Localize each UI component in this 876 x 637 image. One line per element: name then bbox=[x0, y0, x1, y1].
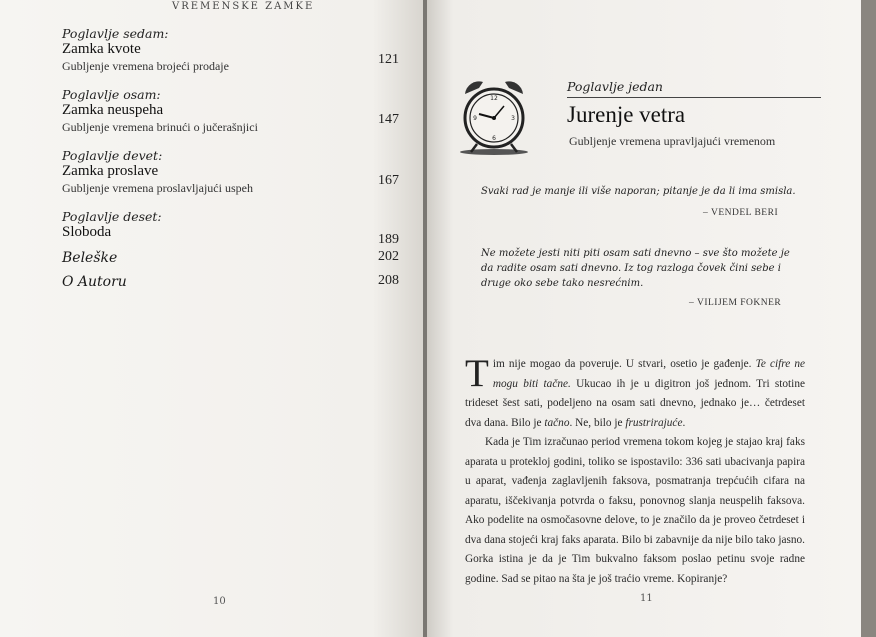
right-page bbox=[427, 0, 861, 637]
toc-entry-author bbox=[62, 271, 407, 295]
toc-entry bbox=[62, 209, 407, 247]
text-run: . bbox=[682, 416, 686, 429]
svg-text:6: 6 bbox=[492, 135, 496, 142]
toc-chapter-title: Zamka kvote bbox=[62, 41, 141, 57]
text-run-italic: frustrirajuće bbox=[625, 416, 683, 429]
epigraph-line: da radite osam sati dnevno. Iz tog razloga čovek čini sebe i bbox=[481, 263, 781, 274]
text-run-italic: Te cifre ne mogu biti tačne. bbox=[492, 358, 805, 390]
toc-chapter-subtitle: Gubljenje vremena brojeći prodaje bbox=[62, 59, 229, 73]
chapter-heading bbox=[455, 70, 835, 160]
toc-chapter-kicker: Poglavlje devet: bbox=[62, 148, 163, 163]
toc-page-number: 189 bbox=[378, 232, 399, 247]
toc-entry-notes bbox=[62, 247, 407, 271]
toc-page-number: 121 bbox=[378, 52, 399, 67]
toc-chapter-kicker: Poglavlje deset: bbox=[62, 209, 162, 224]
running-head: VREMENSKE ZAMKE bbox=[172, 1, 315, 12]
toc-chapter-subtitle: Gubljenje vremena proslavljajući uspeh bbox=[62, 181, 253, 195]
heading-rule bbox=[567, 97, 821, 98]
toc-chapter-title: Zamka proslave bbox=[62, 163, 159, 179]
toc-notes-label: Beleške bbox=[62, 250, 118, 266]
alarm-clock-icon bbox=[455, 74, 533, 156]
table-of-contents bbox=[62, 26, 407, 295]
svg-text:12: 12 bbox=[490, 95, 498, 102]
chapter-kicker: Poglavlje jedan bbox=[567, 79, 663, 94]
toc-chapter-title: Sloboda bbox=[62, 224, 112, 240]
epigraph-author: – VILIJEM FOKNER bbox=[689, 298, 782, 308]
svg-text:9: 9 bbox=[473, 115, 477, 122]
chapter-subtitle: Gubljenje vremena upravljajući vremenom bbox=[569, 134, 776, 148]
toc-page-number: 167 bbox=[378, 173, 399, 188]
text-run: Ukucao ih je u digitron još jednom. Tri stotine trideset šest sati, podeljeno na osam sati dnevno, jednako je… četrdeset dva dana. Bilo je bbox=[465, 377, 805, 429]
toc-page-number: 202 bbox=[378, 249, 399, 264]
toc-page-number: 208 bbox=[378, 273, 399, 288]
page-number: 10 bbox=[213, 596, 226, 607]
epigraph-line: druge oko sebe tako nesrećnim. bbox=[481, 278, 644, 289]
chapter-body bbox=[465, 352, 805, 589]
toc-entry bbox=[62, 87, 407, 135]
page-number: 11 bbox=[640, 593, 653, 604]
drop-cap: T bbox=[465, 352, 489, 395]
toc-entry bbox=[62, 148, 407, 196]
chapter-title: Jurenje vetra bbox=[567, 102, 686, 127]
toc-chapter-kicker: Poglavlje sedam: bbox=[62, 26, 169, 41]
epigraph-line: Ne možete jesti niti piti osam sati dnevno – sve što možete je bbox=[481, 248, 790, 259]
toc-author-label: O Autoru bbox=[62, 274, 127, 290]
toc-page-number: 147 bbox=[378, 112, 399, 127]
paragraph bbox=[465, 352, 805, 433]
toc-chapter-kicker: Poglavlje osam: bbox=[62, 87, 161, 102]
epigraph-quote bbox=[481, 246, 816, 291]
toc-chapter-title: Zamka neuspeha bbox=[62, 102, 164, 118]
text-run: . Ne, bilo je bbox=[569, 416, 626, 429]
book-edge bbox=[861, 0, 876, 637]
svg-text:3: 3 bbox=[511, 115, 515, 122]
epigraph-quote: Svaki rad je manje ili više naporan; pitanje je da li ima smisla. bbox=[481, 186, 796, 197]
toc-chapter-subtitle: Gubljenje vremena brinući o jučerašnjici bbox=[62, 120, 258, 134]
text-run: im nije mogao da poveruje. U stvari, osetio je gađenje. bbox=[492, 358, 756, 370]
text-run-italic: tačno bbox=[544, 416, 570, 429]
epigraph-author: – VENDEL BERI bbox=[703, 208, 779, 218]
left-page bbox=[0, 0, 423, 637]
paragraph: Kada je Tim izračunao period vremena tokom kojeg je stajao kraj faks aparata u protekloj godini, toliko se ispostavilo: 336 sati ubacivanja papira u aparat, vađenja zaglavljenih faksova, posmatranja trepćućih cifara na aparatu, iščekivanja potvrda o faksu, ponovnog slanja neuspelih faksova. Ako podelite na osmočasovne delove, to je značilo da je proveo četrdeset i dva dana stojeći kraj faks aparata. Bilo bi zabavnije da nije bilo tako jasno. Gorka istina je da je Tim bukvalno faksom poslao petinu svoje radne godine. Sad se pitao na šta je još traćio vreme. Kopiranje? bbox=[465, 436, 805, 585]
toc-entry bbox=[62, 26, 407, 74]
